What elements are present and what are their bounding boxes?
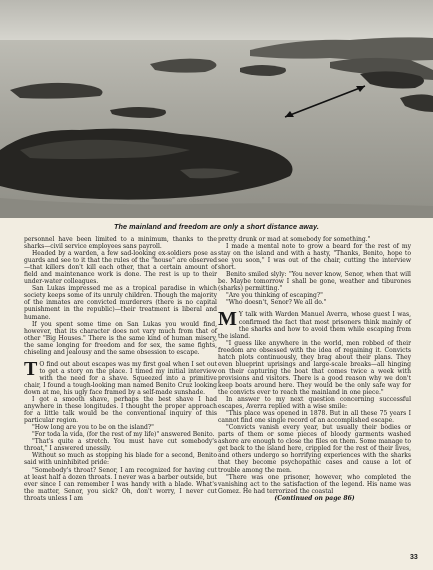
paragraph: "That's quite a stretch. You must have cut somebody's throat," I answered unessily. [24, 438, 217, 453]
paragraph: San Lukas impressed me as a tropical paradise in which society keeps some of its unruly children. Though the majority of the inmates are convicted murderers (there is no capital punishment in the republic)—their treatment is liberal and humane. [24, 285, 217, 321]
island-photo [0, 0, 433, 218]
paragraph: "For toda la vida, (for the rest of my life)" answered Benito. [32, 431, 215, 439]
paragraph: In answer to my next question concerning successful escapes, Averra replied with a wise smile: [218, 396, 411, 411]
paragraph: I made a mental note to grow a beard for the rest of my stay on the island and with a hasty, "Thanks, Benito, hope to see you soon," I was out of the chair, cutting the interview short. [218, 243, 411, 272]
paragraph: Without so much as stopping his blade for a second, Benito said with uninhibited pride: [24, 452, 217, 467]
paragraph: "I guess like anywhere in the world, men robbed of their freedom are obsessed with the idea of regaining it. Convicts hatch plots continuously, they brag about their plans. They even blueprint uprisings and large-scale breaks—all hinging on their capturing the boat that comes twice a week with provisions and visitors. There is a good reason why we don't keep boats around here. They would be the only safe way for the convicts ever to reach the mainland in one piece." [218, 339, 411, 396]
paragraph: M Y talk with Warden Manuel Averra, whose guest I was, confirmed the fact that most prisoners think mainly of the sharks and how to avoid them while escaping from the island. [218, 308, 411, 340]
paragraph: "How long are you to be on the island?" [32, 424, 154, 432]
page-number: 33 [410, 554, 418, 561]
paragraph: Benito smiled slyly: "You never know, Senor, when that will be. Maybe tomorrow I shall be gone, weather and tiburones (sharks) permitting." [218, 271, 411, 293]
left-column [24, 236, 217, 502]
paragraph: "There was one prisoner, however, who completed the vanishing act to the satisfaction of the legend. His name was Gomez. He had terrorized the coastal [218, 473, 411, 495]
paragraph: "Who doesn't, Senor? We all do." [226, 299, 327, 307]
paragraph: pretty drunk or mad at somebody for something." [218, 236, 371, 243]
paragraph: personnel have been limited to a minimum, thanks to the sharks—civil service employees sans payroll. [24, 236, 217, 251]
paragraph: If you spent some time on San Lukas you would find, however, that its character does not vary much from that of other "Big Houses." There is the same kind of human misery, the same longing for freedom and for sex, the same fights, chiseling and jealousy and the same obsession to escape. [24, 320, 217, 356]
photo-caption: The mainland and freedom are only a short distance away. [113, 222, 320, 231]
drop-cap: T [24, 357, 38, 380]
paragraph: "Convicts vanish every year, but usually their bodies or parts of them or some pieces of bloody garments washed ashore are enough to close the files on them. Some manage to get back to the island here, crippled for the rest of their lives, and others undergo so horrifying experiences with the sharks that they become psychopathic cases and cause a lot of trouble among the men. [218, 424, 411, 474]
continued-note: (Continued on page 86) [274, 494, 355, 502]
paragraph: I got a smooth shave, perhaps the best shave I had anywhere in these longitudes. I thought the proper approach for a little talk would be the conventional inquiry of this particular region. [24, 396, 217, 425]
drop-cap: M [218, 308, 237, 331]
paragraph: "Are you thinking of escaping?" [226, 292, 323, 300]
paragraph: "This place was opened in 1878. But in all these 75 years I cannot find one single record of an accomplished escape. [218, 410, 411, 425]
paragraph: Headed by a warden, a few sad-looking ex-soldiers pose as guards and see to it that the rules of the "house" are observed—that killers don't kill each other, that a certain amount of field and maintenance work is done. The rest is up to their under-water colleagues. [24, 250, 217, 286]
right-column [218, 236, 411, 502]
paragraph: "Somebody's throat? Senor, I am recognized for having cut at least half a dozen throats. I never was a barber outside, but ever since I can remember I was handy with a blade. What's the matter, Senor, you sick? Oh, don't worry, I never cut throats unless I am [24, 466, 217, 502]
paragraph: T O find out about escapes was my first goal when I set out to get a story on the place. I timed my initial interview with the need for a shave. Squeezed into a primitive chair, I found a tough-looking man named Benito Cruz looking down at me, his ugly face framed by a self-made sunshade. [24, 357, 217, 396]
